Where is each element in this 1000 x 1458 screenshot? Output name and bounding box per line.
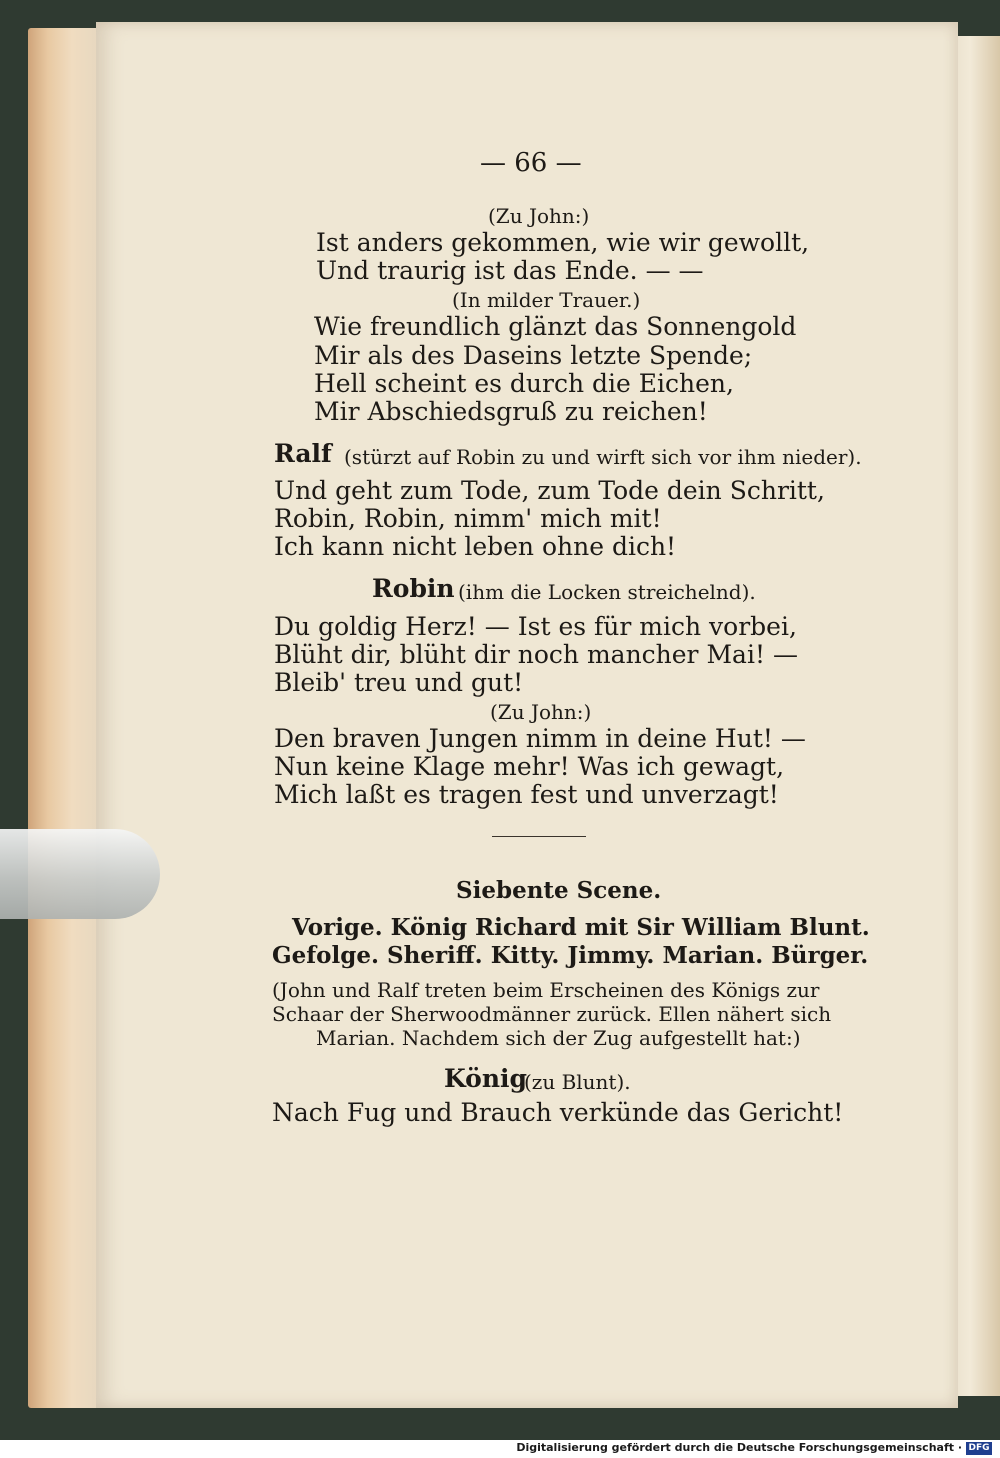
stage-direction-line: (John und Ralf treten beim Erscheinen des Königs zur [272,978,820,1002]
speaker-direction: (ihm die Locken streichelnd). [458,580,756,604]
stage-direction-zu-john: (Zu John:) [490,700,592,724]
cast-line: Gefolge. Sheriff. Kitty. Jimmy. Marian. Bürger. [272,942,869,969]
speaker-direction: (zu Blunt). [524,1070,631,1094]
stage-direction-line: Schaar der Sherwoodmänner zurück. Ellen nähert sich [272,1002,832,1026]
verse-line: Ich kann nicht leben ohne dich! [274,532,677,561]
verse-line: Wie freundlich glänzt das Sonnengold [314,312,797,341]
verse-line: Mich laßt es tragen fest und unverzagt! [274,780,779,809]
verse-line: Hell scheint es durch die Eichen, [314,369,734,398]
verse-line: Blüht dir, blüht dir noch mancher Mai! — [274,640,798,669]
speaker-name: König [444,1064,528,1093]
page-number: — 66 — [480,148,582,178]
verse-line: Nun keine Klage mehr! Was ich gewagt, [274,752,785,781]
scene-title: Siebente Scene. [456,877,662,904]
verse-line: Nach Fug und Brauch verkünde das Gericht! [272,1098,844,1127]
plastic-bookmark-clip [0,829,160,919]
verse-line: Den braven Jungen nimm in deine Hut! — [274,724,806,753]
dfg-logo: DFG [966,1442,992,1455]
verse-line: Und geht zum Tode, zum Tode dein Schritt, [274,476,825,505]
stage-direction-line: Marian. Nachdem sich der Zug aufgestellt hat:) [316,1026,801,1050]
footer-credit: Digitalisierung gefördert durch die Deutsche Forschungsgemeinschaft · [516,1441,962,1454]
cast-line: Vorige. König Richard mit Sir William Blunt. [292,914,870,941]
section-divider [492,836,586,837]
verse-line: Bleib' treu und gut! [274,668,524,697]
verse-line: Ist anders gekommen, wie wir gewollt, [316,228,810,257]
speaker-direction: (stürzt auf Robin zu und wirft sich vor ihm nieder). [344,445,862,469]
speaker-name: Robin [372,574,455,603]
verse-line: Mir Abschiedsgruß zu reichen! [314,397,708,426]
verse-line: Du goldig Herz! — Ist es für mich vorbei, [274,612,797,641]
stage-direction-zu-john: (Zu John:) [488,204,590,228]
verse-line: Und traurig ist das Ende. — — [316,256,704,285]
verse-line: Robin, Robin, nimm' mich mit! [274,504,662,533]
stage-direction-trauer: (In milder Trauer.) [452,288,641,312]
verse-line: Mir als des Daseins letzte Spende; [314,341,753,370]
speaker-name: Ralf [274,439,332,468]
